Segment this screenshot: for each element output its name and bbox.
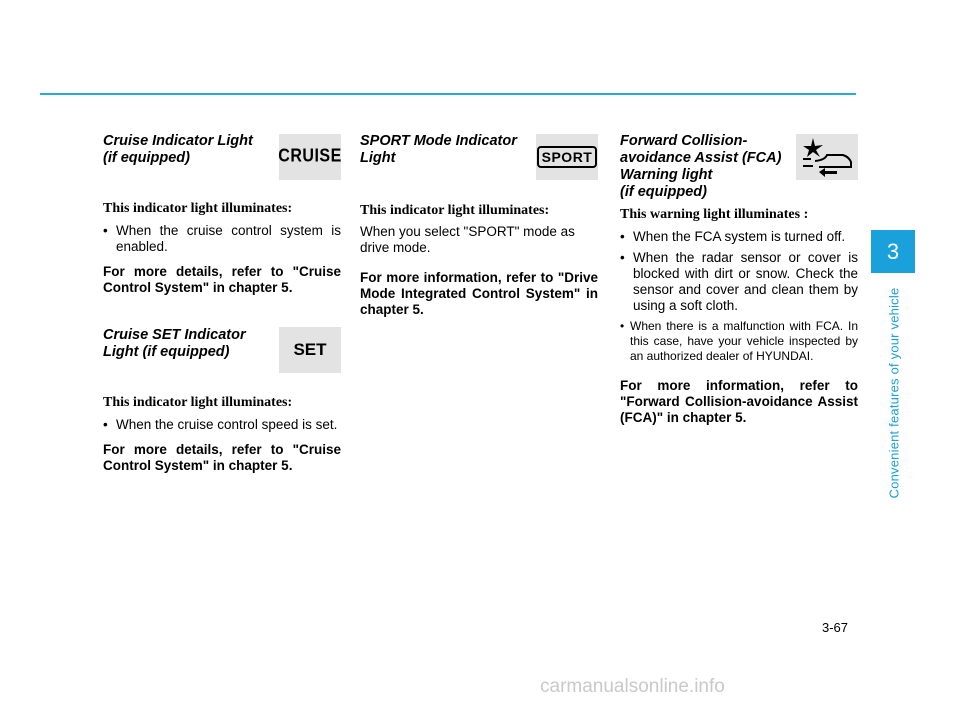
cruise-badge-text: CRUISE [278,146,342,167]
sport-indicator-icon [536,134,598,180]
page-number: 3-67 [822,620,849,635]
cruise-set-indicator-section [103,327,341,474]
lead-text: This indicator light illuminates: [103,201,293,216]
top-rule [40,93,856,95]
reference-note: For more details, refer to "Cruise Control System" in chapter 5. [103,264,341,295]
sport-mode-section [360,133,598,318]
cruise-indicator-section [103,133,341,319]
watermark: carmanualsonline.info [540,676,725,697]
bullet-list [103,223,341,255]
heading-line: Forward Collision- [620,133,748,149]
reference-note: For more details, refer to "Cruise Control System" in chapter 5. [103,442,341,473]
list-item: • When the cruise control system is enabled. [103,223,341,255]
chapter-label-text: Convenient features of your vehicle [886,287,902,499]
list-item: • When the FCA system is turned off. [620,229,858,245]
heading-line: avoidance Assist (FCA) [620,150,782,166]
column-2 [360,133,598,318]
heading-line: Light (if equipped) [103,344,230,360]
chapter-tab [871,230,915,273]
lead-text: This indicator light illuminates: [103,395,293,410]
heading-line: (if equipped) [620,184,707,200]
heading-line: SPORT Mode Indicator [360,133,517,149]
set-badge-text: SET [293,340,327,359]
body-text: When you select "SPORT" mode as drive mode. [360,224,575,255]
fca-car-icon [799,136,855,178]
set-indicator-icon [279,327,341,373]
chapter-number: 3 [886,238,900,264]
reference-note: For more information, refer to "Forward Collision-avoidance Assist (FCA)" in chapter 5. [620,378,858,425]
heading-line: Cruise SET Indicator [103,327,246,343]
fca-warning-section [620,133,858,426]
cruise-indicator-icon [279,134,341,180]
bullet-list [103,417,341,433]
column-3 [620,133,858,426]
heading-line: Warning light [620,167,713,183]
lead-text: This indicator light illuminates: [360,203,550,218]
fca-warning-icon [796,134,858,180]
heading-line: Light [360,150,396,166]
list-item: • When there is a malfunction with FCA. In this case, have your vehicle inspected by an authorized dealer of HYUNDAI. [620,319,858,364]
reference-note: For more information, refer to "Drive Mode Integrated Control System" in chapter 5. [360,270,598,317]
list-item: • When the radar sensor or cover is blocked with dirt or snow. Check the sensor and cover and clean them by using a soft cloth. [620,250,858,314]
heading-line: (if equipped) [103,150,190,166]
list-item: • When the cruise control speed is set. [103,417,341,433]
heading-line: Cruise Indicator Light [103,133,253,149]
lead-text: This warning light illuminates : [620,207,809,222]
chapter-label [884,288,904,498]
bullet-list [620,229,858,364]
column-1 [103,133,341,474]
sport-badge-text: SPORT [537,146,598,168]
